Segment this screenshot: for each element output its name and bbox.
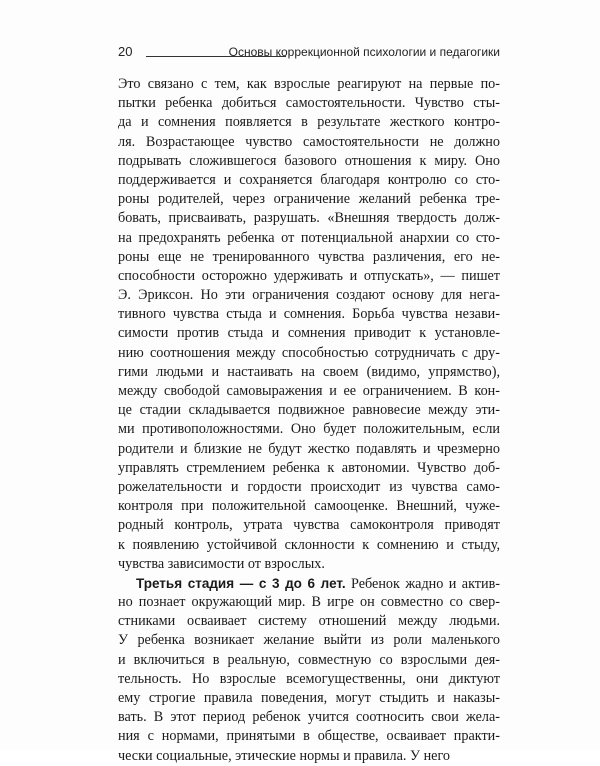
paragraph-line: гими людьми и настаивать на своем (видимо, упрямство), — [118, 363, 500, 380]
paragraph-line: рожелательности и гордости происходит из чувства само- — [118, 478, 500, 495]
paragraph-line — [118, 574, 500, 593]
paragraph-line: вать. В этот период ребенок учится соотносить свои жела- — [118, 709, 500, 726]
paragraph-line: бовать, присваивать, разрушать. «Внешняя твердость долж- — [118, 210, 500, 227]
paragraph-line: стниками осваивает систему отношений между людьми. — [118, 613, 500, 630]
paragraph-line: но познает окружающий мир. В игре он совместно со свер- — [118, 594, 500, 611]
paragraph-line: ему строгие правила поведения, могут стыдить и наказы- — [118, 690, 500, 706]
page-number: 20 — [118, 44, 133, 59]
paragraph-line: чески социальные, этические нормы и правила. У него — [118, 747, 451, 764]
page-header — [118, 43, 500, 63]
paragraph-line: контроля при положительной самооценке. Внешний, чуже- — [118, 498, 500, 515]
paragraph-line: Э. Эриксон. Но эти ограничения создают основу для нега- — [118, 287, 500, 304]
paragraph-line: управлять стремлением ребенка к автономии. Чувство доб- — [118, 459, 500, 476]
body-text — [118, 75, 500, 766]
paragraph-line: к появлению устойчивой склонности к сомнению и стыду, — [118, 536, 500, 553]
paragraph-line: подрывать сложившегося базового отношения к миру. Оно — [118, 152, 500, 169]
paragraph-line: между свободой самовыражения и ее ограничением. В кон- — [118, 383, 500, 399]
paragraph-line: да и сомнения появляется в результате жесткого контро- — [118, 114, 500, 131]
paragraph-erikson-second-stage — [118, 75, 500, 574]
heading-line-text: Ребенок жадно и актив- — [345, 575, 500, 592]
paragraph-line: и включиться в реальную, совместную со взрослыми дея- — [118, 651, 500, 668]
paragraph-line: роны еще не тренированного чувства различения, его не- — [118, 248, 500, 265]
paragraph-line: ния с нормами, принятыми в обществе, осваивает практи- — [118, 728, 500, 745]
paragraph-line: родный контроль, утрата чувства самоконтроля приводят — [118, 517, 500, 534]
stage-heading: Третья стадия — с 3 до 6 лет. — [136, 575, 346, 591]
paragraph-line: пытки ребенка добиться самостоятельности. Чувство сты- — [118, 95, 500, 112]
paragraph-line: чувства зависимости от взрослых. — [118, 555, 325, 572]
paragraph-line: родители и близкие не будут жестко подавлять и чрезмерно — [118, 440, 500, 457]
paragraph-line: це стадии складывается подвижное равновесие между эти- — [118, 402, 500, 419]
paragraph-line: поддерживается и сохраняется благодаря контролю со сто- — [118, 171, 500, 188]
paragraph-line: тельность. Но взрослые всемогущественны, они диктуют — [118, 670, 500, 687]
running-title: Основы коррекционной психологии и педагогики — [228, 45, 500, 59]
paragraph-line: способности осторожно удерживать и отпускать», — пишет — [118, 267, 500, 284]
paragraph-line: тивного чувства стыда и сомнения. Борьба чувства незави- — [118, 306, 500, 323]
paragraph-line: ми противоположностями. Оно будет положительным, если — [118, 421, 500, 438]
paragraph-line: симости против стыда и сомнения приводит к установле- — [118, 325, 500, 342]
paragraph-line: Это связано с тем, как взрослые реагируют на первые по- — [118, 76, 500, 92]
paragraph-line: роны родителей, через ограничение желаний ребенка тре- — [118, 191, 500, 208]
paragraph-line: ля. Возрастающее чувство самостоятельности не должно — [118, 133, 500, 150]
paragraph-third-stage — [118, 574, 500, 766]
paragraph-line: нию соотношения между способностью сотрудничать с дру- — [118, 344, 500, 361]
paragraph-line: У ребенка возникает желание выйти из роли маленького — [118, 632, 500, 649]
paragraph-line: на предохранять ребенка от потенциальной анархии со сто- — [118, 229, 500, 246]
